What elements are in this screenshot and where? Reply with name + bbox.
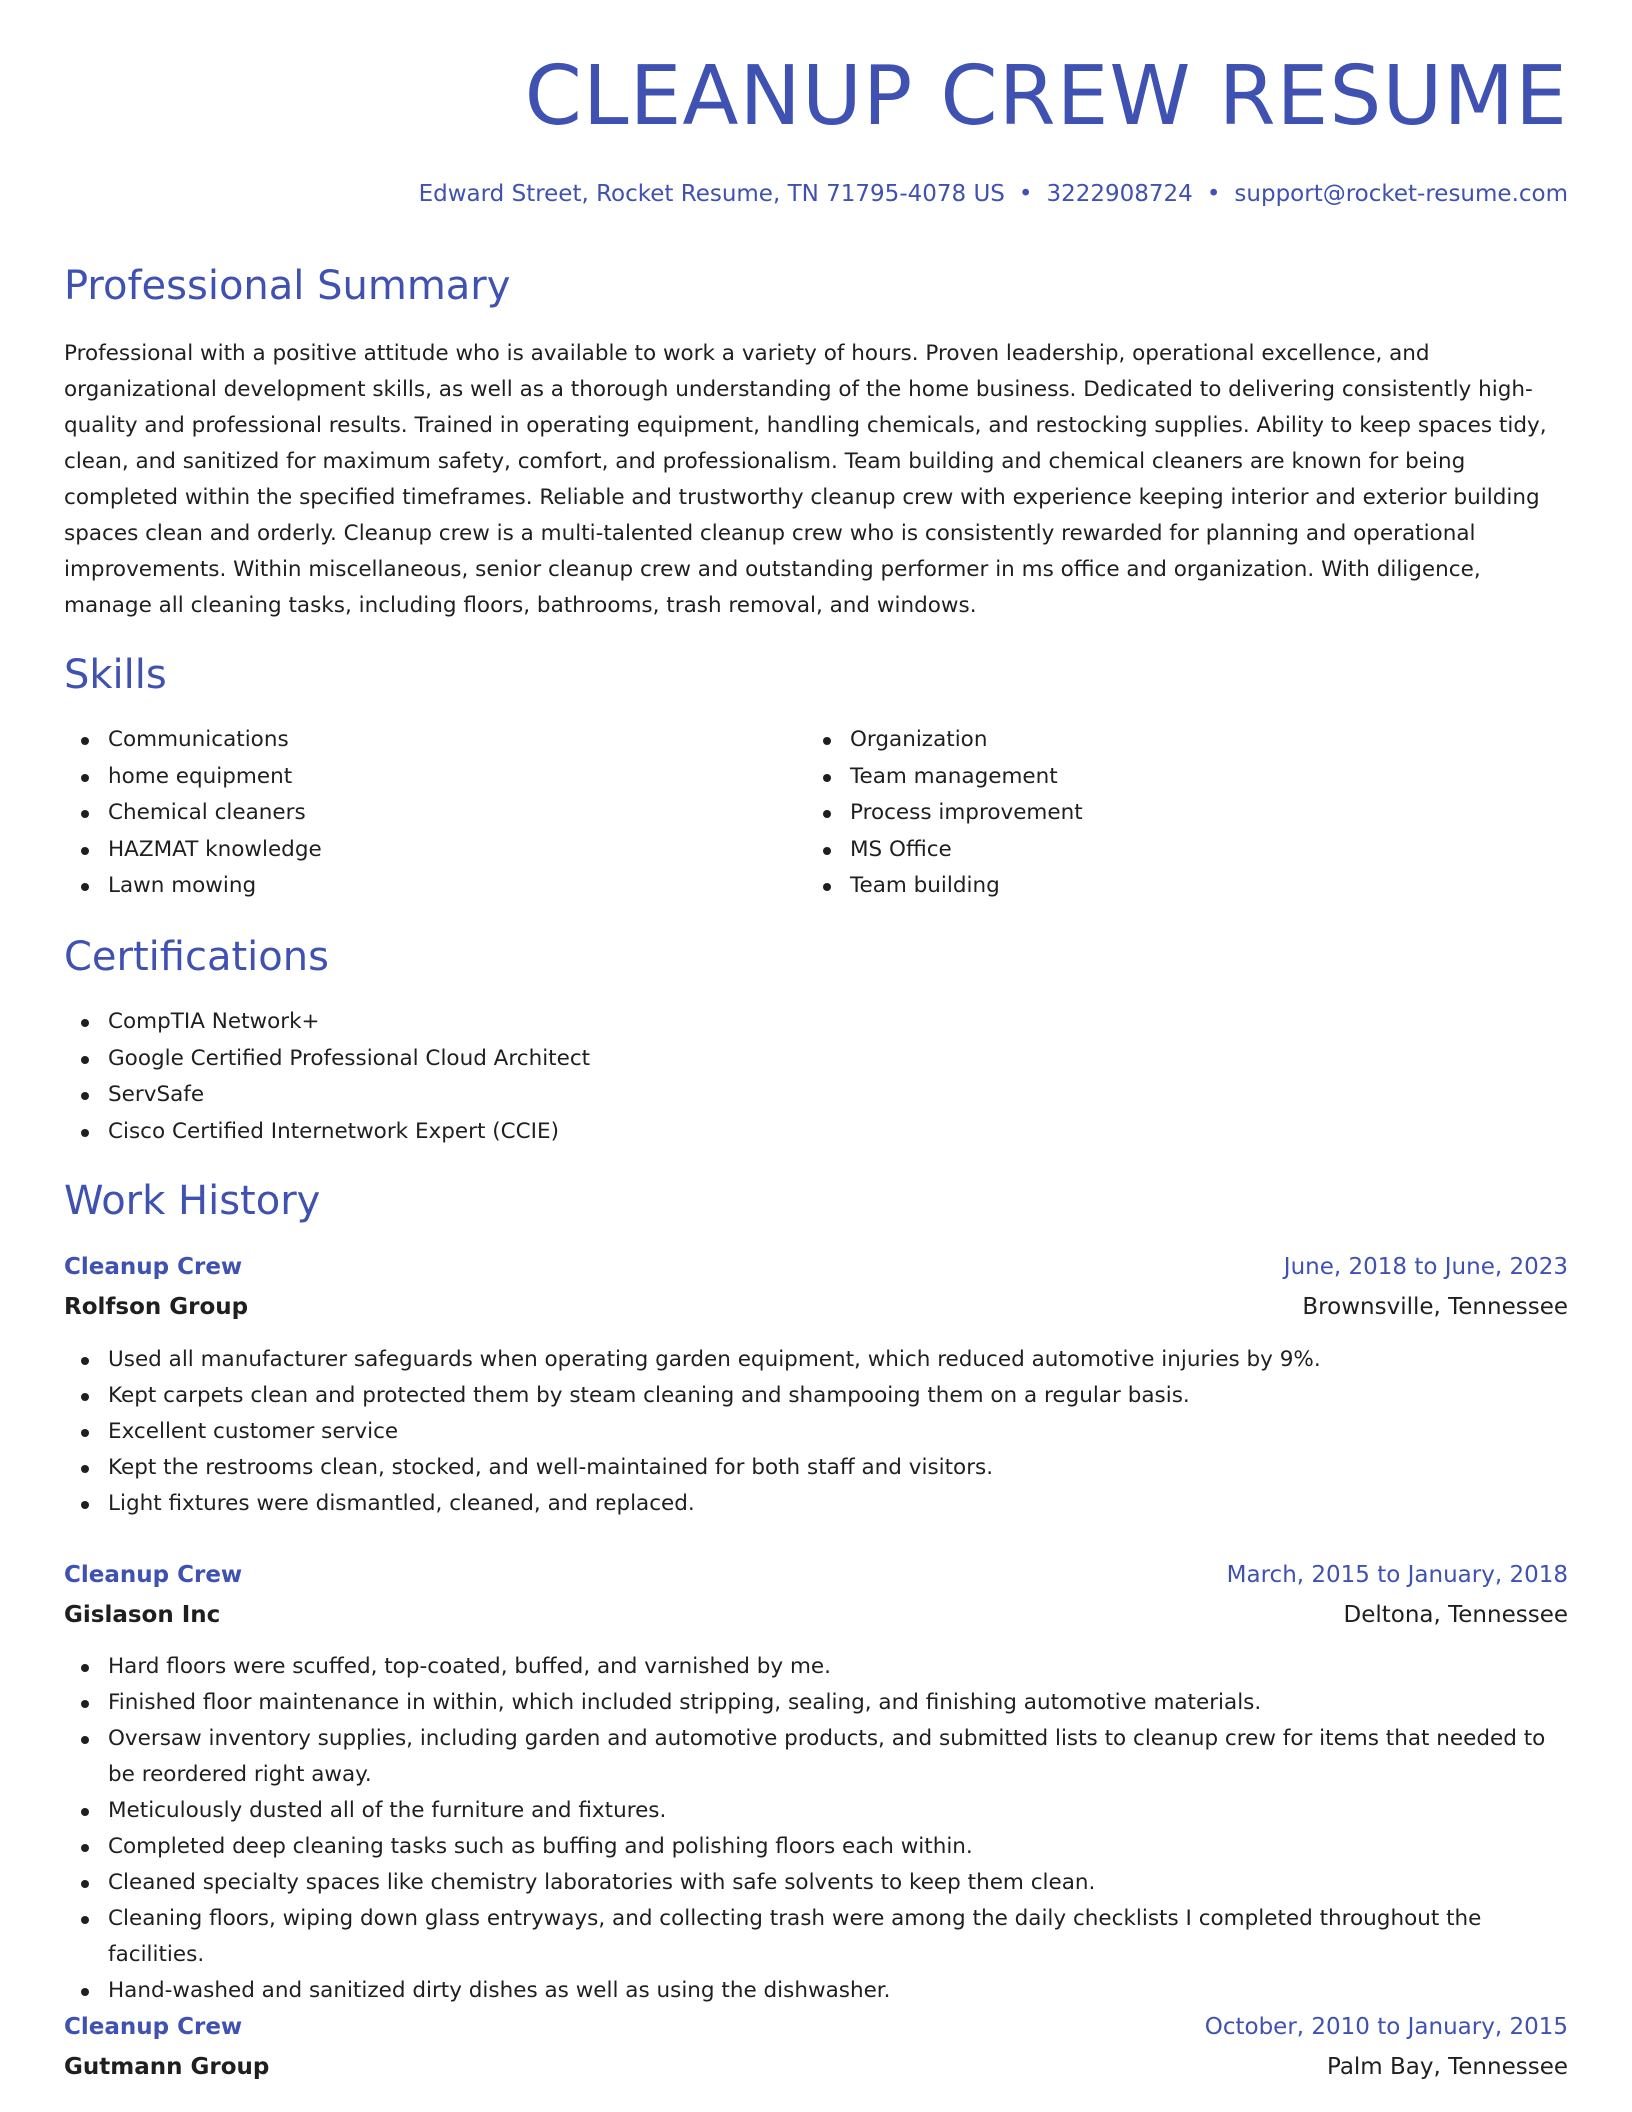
certification-item: Cisco Certified Internetwork Expert (CCIE) xyxy=(64,1114,1464,1151)
certification-item: ServSafe xyxy=(64,1077,1464,1114)
skill-item: Chemical cleaners xyxy=(64,795,764,832)
job-bullets xyxy=(64,1342,1568,1522)
skills-list-left xyxy=(64,722,764,905)
job-bullet: Used all manufacturer safeguards when operating garden equipment, which reduced automotive injuries by 9%. xyxy=(64,1342,1568,1378)
job-bullet: Excellent customer service xyxy=(64,1414,1568,1450)
job-dates: March, 2015 to January, 2018 xyxy=(1226,1562,1568,1588)
certifications-list xyxy=(64,1004,1464,1150)
contact-address: Edward Street, Rocket Resume, TN 71795-4078 US xyxy=(418,181,1005,207)
skill-item: Team management xyxy=(806,759,1506,796)
job-bullet: Kept carpets clean and protected them by steam cleaning and shampooing them on a regular basis. xyxy=(64,1378,1568,1414)
job-bullet: Meticulously dusted all of the furniture and fixtures. xyxy=(64,1793,1568,1829)
job-bullet: Light fixtures were dismantled, cleaned, and replaced. xyxy=(64,1486,1568,1522)
contact-line xyxy=(419,181,1568,209)
job-bullets xyxy=(64,1649,1568,2009)
job-header xyxy=(64,2009,1568,2089)
job-bullet: Completed deep cleaning tasks such as buffing and polishing floors each within. xyxy=(64,1829,1568,1865)
certification-item: Google Certified Professional Cloud Architect xyxy=(64,1041,1464,1078)
job-dates: October, 2010 to January, 2015 xyxy=(1204,2014,1568,2040)
skill-item: HAZMAT knowledge xyxy=(64,832,764,869)
resume-title: CLEANUP CREW RESUME xyxy=(524,49,1568,144)
summary-text: Professional with a positive attitude who is available to work a variety of hours. Proven leadership, operational excellence, and organizational development skills, as well as a thorough understanding of the home business. Dedicated to delivering consistently high-quality and professional results. Trained in operating equipment, handling chemicals, and restocking supplies. Ability to keep spaces tidy, clean, and sanitized for maximum safety, comfort, and professionalism. Team building and chemical cleaners are known for being completed within the specified timeframes. Reliable and trustworthy cleanup crew with experience keeping interior and exterior building spaces clean and orderly. Cleanup crew is a multi-talented cleanup crew who is consistently rewarded for planning and operational improvements. Within miscellaneous, senior cleanup crew and outstanding performer in ms office and organization. With diligence, manage all cleaning tasks, including floors, bathrooms, trash removal, and windows. xyxy=(64,341,1547,618)
skill-item: home equipment xyxy=(64,759,764,796)
certification-item: CompTIA Network+ xyxy=(64,1004,1464,1041)
job-bullet: Cleaned specialty spaces like chemistry laboratories with safe solvents to keep them clean. xyxy=(64,1865,1568,1901)
job-company: Gutmann Group xyxy=(64,2054,270,2080)
certifications-heading: Certifications xyxy=(64,934,329,980)
contact-phone: 3222908724 xyxy=(1046,181,1193,207)
skills-list-right xyxy=(806,722,1506,905)
job-company: Gislason Inc xyxy=(64,1602,221,1628)
job-dates: June, 2018 to June, 2023 xyxy=(1283,1254,1568,1280)
job-location: Deltona, Tennessee xyxy=(1343,1602,1568,1628)
contact-email[interactable]: support@rocket-resume.com xyxy=(1234,181,1568,207)
summary-heading: Professional Summary xyxy=(64,263,511,309)
job-bullet: Oversaw inventory supplies, including garden and automotive products, and submitted lists to cleanup crew for items that needed to be reordered right away. xyxy=(64,1721,1568,1793)
skill-item: Lawn mowing xyxy=(64,868,764,905)
work-history-heading: Work History xyxy=(64,1178,321,1224)
job-title: Cleanup Crew xyxy=(64,2014,243,2040)
contact-separator: • xyxy=(1018,181,1033,207)
skill-item: Team building xyxy=(806,868,1506,905)
skill-item: Communications xyxy=(64,722,764,759)
skill-item: MS Office xyxy=(806,832,1506,869)
job-bullet: Finished floor maintenance in within, which included stripping, sealing, and finishing automotive materials. xyxy=(64,1685,1568,1721)
job-company: Rolfson Group xyxy=(64,1294,249,1320)
job-title: Cleanup Crew xyxy=(64,1562,243,1588)
skill-item: Organization xyxy=(806,722,1506,759)
job-header xyxy=(64,1249,1568,1329)
job-bullet: Hand-washed and sanitized dirty dishes as well as using the dishwasher. xyxy=(64,1973,1568,2009)
job-location: Brownsville, Tennessee xyxy=(1302,1294,1568,1320)
contact-separator: • xyxy=(1206,181,1221,207)
job-bullet: Hard floors were scuffed, top-coated, buffed, and varnished by me. xyxy=(64,1649,1568,1685)
skill-item: Process improvement xyxy=(806,795,1506,832)
job-location: Palm Bay, Tennessee xyxy=(1326,2054,1568,2080)
job-bullet: Kept the restrooms clean, stocked, and well-maintained for both staff and visitors. xyxy=(64,1450,1568,1486)
job-header xyxy=(64,1557,1568,1637)
skills-heading: Skills xyxy=(64,652,167,698)
job-bullet: Cleaning floors, wiping down glass entryways, and collecting trash were among the daily checklists I completed throughout the facilities. xyxy=(64,1901,1568,1973)
job-title: Cleanup Crew xyxy=(64,1254,243,1280)
